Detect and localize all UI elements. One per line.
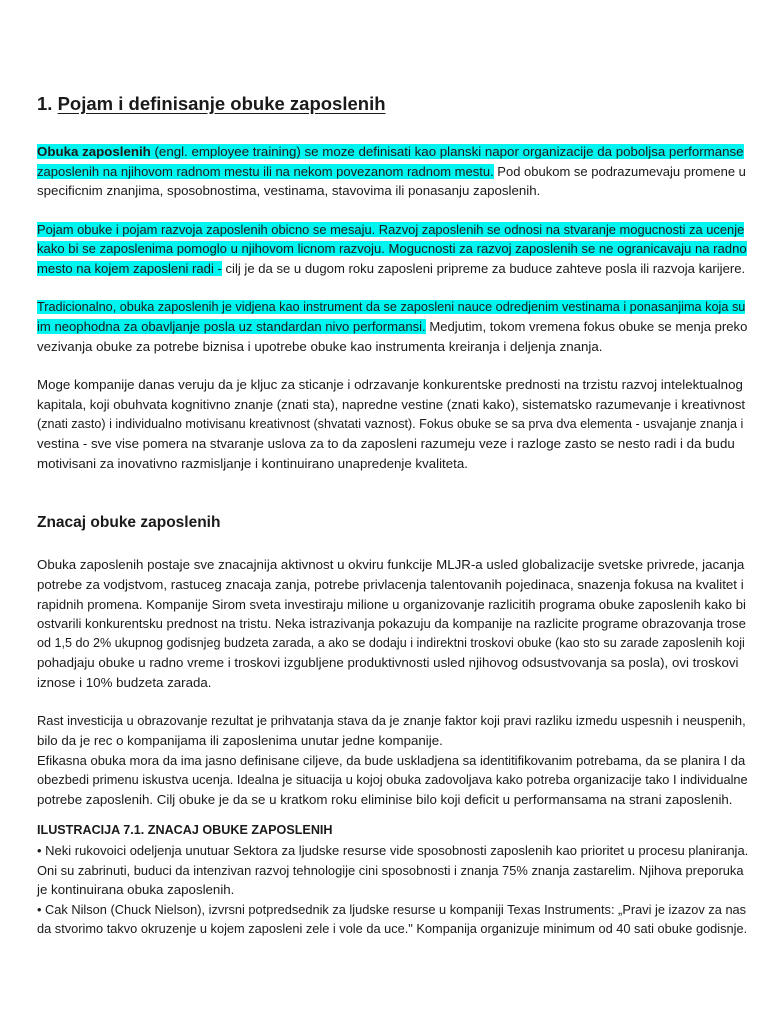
paragraph-line: ostvarili konkurentsku prednost na tristu. Neka istrazivanja pokazuju da kompanije na razlicite programe obrazovanja trose: [37, 616, 746, 632]
highlighted-text: im neophodna za obavljanje posla uz standardan nivo performansi.: [37, 319, 426, 335]
bullet-line: je kontinuirana obuka zaposlenih.: [37, 882, 235, 898]
highlighted-text: kako bi se zaposlenima pomoglo u njihovom licnom razvoju. Mogucnosti za razvoj zaposlenih se ne ogranicavaju na radno: [37, 241, 747, 257]
highlighted-text: Tradicionalno, obuka zaposlenih je vidjena kao instrument da se zaposleni nauce odredjenim vestinama i ponasanjima koja su: [37, 299, 746, 314]
paragraph-line: [37, 142, 744, 162]
paragraph-importance: [37, 555, 746, 692]
paragraph-line: [37, 298, 746, 318]
paragraph-line: [37, 162, 746, 182]
paragraph-line: Rast investicija u obrazovanje rezultat je prihvatanja stava da je znanje faktor koji pravi razliku izmedu uspesnih i neuspenih,: [37, 713, 746, 729]
section-title-text: Pojam i definisanje obuke zaposlenih: [57, 93, 386, 114]
highlighted-text: zaposlenih na njihovom radnom mestu ili na nekom povezanom radnom mestu.: [37, 163, 494, 179]
section-title: [37, 92, 740, 116]
paragraph-line: Moge kompanije danas veruju da je kljuc za sticanje i odrzavanje konkurentske prednosti na trzistu razvoj intelektualnog: [37, 377, 743, 393]
bullet-line: da stvorimo takvo okruzenje u kojem zaposleni zele i vole da uce." Kompanija organizuje minimum od 40 sati obuke godisnje.: [37, 921, 748, 937]
paragraph-investment: [37, 711, 748, 809]
paragraph-training-vs-development: [37, 220, 747, 279]
paragraph-line: potrebe zaposlenih. Cilj obuke je da se u kratkom roku eliminise bilo koji deficit u performansama na strani zaposlenih.: [37, 791, 733, 807]
paragraph-line: [37, 317, 748, 337]
paragraph-traditional-training: [37, 298, 748, 357]
paragraph-line: od 1,5 do 2% ukupnog godisnjeg budzeta zarada, a ako se dodaju i indirektni troskovi obuke (kao sto su zarade zaposlenih koji: [37, 635, 745, 650]
subheading: Znacaj obuke zaposlenih: [37, 514, 221, 532]
paragraph-line: specificnim znanjima, sposobnostima, vestinama, stavovima ili ponasanju zaposlenih.: [37, 183, 541, 199]
bullet-line: • Cak Nilson (Chuck Nielson), izvrsni potpredsednik za ljudske resurse u kompaniji Texas Instruments: „Pravi je izazov za nas: [37, 901, 747, 917]
highlighted-text: mesto na kojem zaposleni radi -: [37, 260, 222, 276]
paragraph-intellectual-capital: [37, 375, 746, 473]
paragraph-line: motivisani za inovativno razmisljanje i kontinuirano unapredenje kvaliteta.: [37, 455, 468, 471]
paragraph-definition: [37, 142, 746, 201]
paragraph-line: (znati zasto) i individualno motivisanu kreativnost (shvatati vaznost). Fokus obuke se sa prva dva elementa - usvajanje znanja i: [37, 416, 744, 431]
term-bold: Obuka zaposlenih: [37, 144, 151, 159]
paragraph-line: potrebe za vodjstvom, rastuceg znacaja zanja, potrebe privlacenja talentovanih pojedinaca, snazenja fokusa na kvalitet i: [37, 576, 744, 592]
paragraph-line: iznose i 10% budzeta zarada.: [37, 674, 212, 690]
paragraph-line: kapitala, koji obuhvata kognitivno znanje (znati sta), napredne vestine (znati kako), sistematsko razumevanje i kreativnost: [37, 396, 746, 412]
paragraph-line: pohadjaju obuke u radno vreme i troskovi izgubljene produktivnosti usled njihovog odsustvovanja sa posla), ovi troskovi: [37, 655, 739, 671]
paragraph-line: [37, 259, 746, 279]
paragraph-line: bilo da je rec o kompanijama ili zaposlenima unutar jedne kompanije.: [37, 733, 443, 749]
paragraph-line: Obuka zaposlenih postaje sve znacajnija aktivnost u okviru funkcije MLJR-a usled globalizacije svetske privrede, jacanja: [37, 557, 745, 573]
paragraph-line: [37, 239, 747, 259]
illustration-block: [37, 821, 749, 939]
paragraph-line: vestina - sve vise pomera na stvaranje uslova za to da zaposleni razumeju veze i razloge zasto se nesto radi i da budu: [37, 436, 735, 452]
plain-text: Medjutim, tokom vremena fokus obuke se menja preko: [425, 319, 748, 335]
bullet-line: • Neki rukovoici odeljenja unutuar Sektora za ljudske resurse vide sposobnosti zaposlenih kao prioritet u procesu planiranja.: [37, 843, 749, 859]
illustration-title: ILUSTRACIJA 7.1. ZNACAJ OBUKE ZAPOSLENIH: [37, 823, 333, 838]
plain-text: cilj je da se u dugom roku zaposleni pripreme za buduce zahteve posla ili razvoja karijere.: [221, 260, 746, 276]
paragraph-line: Efikasna obuka mora da ima jasno definisane ciljeve, da bude uskladjena sa identitifikovanim potrebama, da se planira I da: [37, 752, 746, 768]
paragraph-line: rapidnih promena. Kompanije Sirom sveta investiraju milione u organizovanje razlicitih programa obuke zaposlenih kako bi: [37, 596, 746, 612]
paragraph-line: obezbedi primenu iskustva ucenja. Idealna je situacija u kojoj obuka zadovoljava kako potreba organizacije tako I individualne: [37, 772, 748, 788]
highlighted-text: Pojam obuke i pojam razvoja zaposlenih obicno se mesaju. Razvoj zaposlenih se odnosi na stvaranje mogucnosti za ucenje: [37, 221, 745, 237]
section-number: 1.: [37, 93, 53, 114]
bullet-line: Oni su zabrinuti, buduci da intenzivan razvoj tehnologije cini sposobnosti i znanja 75% znanja zastarelim. Njihova preporuka: [37, 862, 744, 878]
plain-text: Pod obukom se podrazumevaju promene u: [493, 163, 746, 179]
paragraph-line: [37, 220, 745, 240]
paragraph-line: vezivanja obuke za potrebe biznisa i upotrebe obuke kao instrumenta kreiranja i deljenja znanja.: [37, 338, 603, 354]
highlighted-text: (engl. employee training) se moze definisati kao planski napor organizacije da poboljsa performanse: [150, 144, 744, 159]
